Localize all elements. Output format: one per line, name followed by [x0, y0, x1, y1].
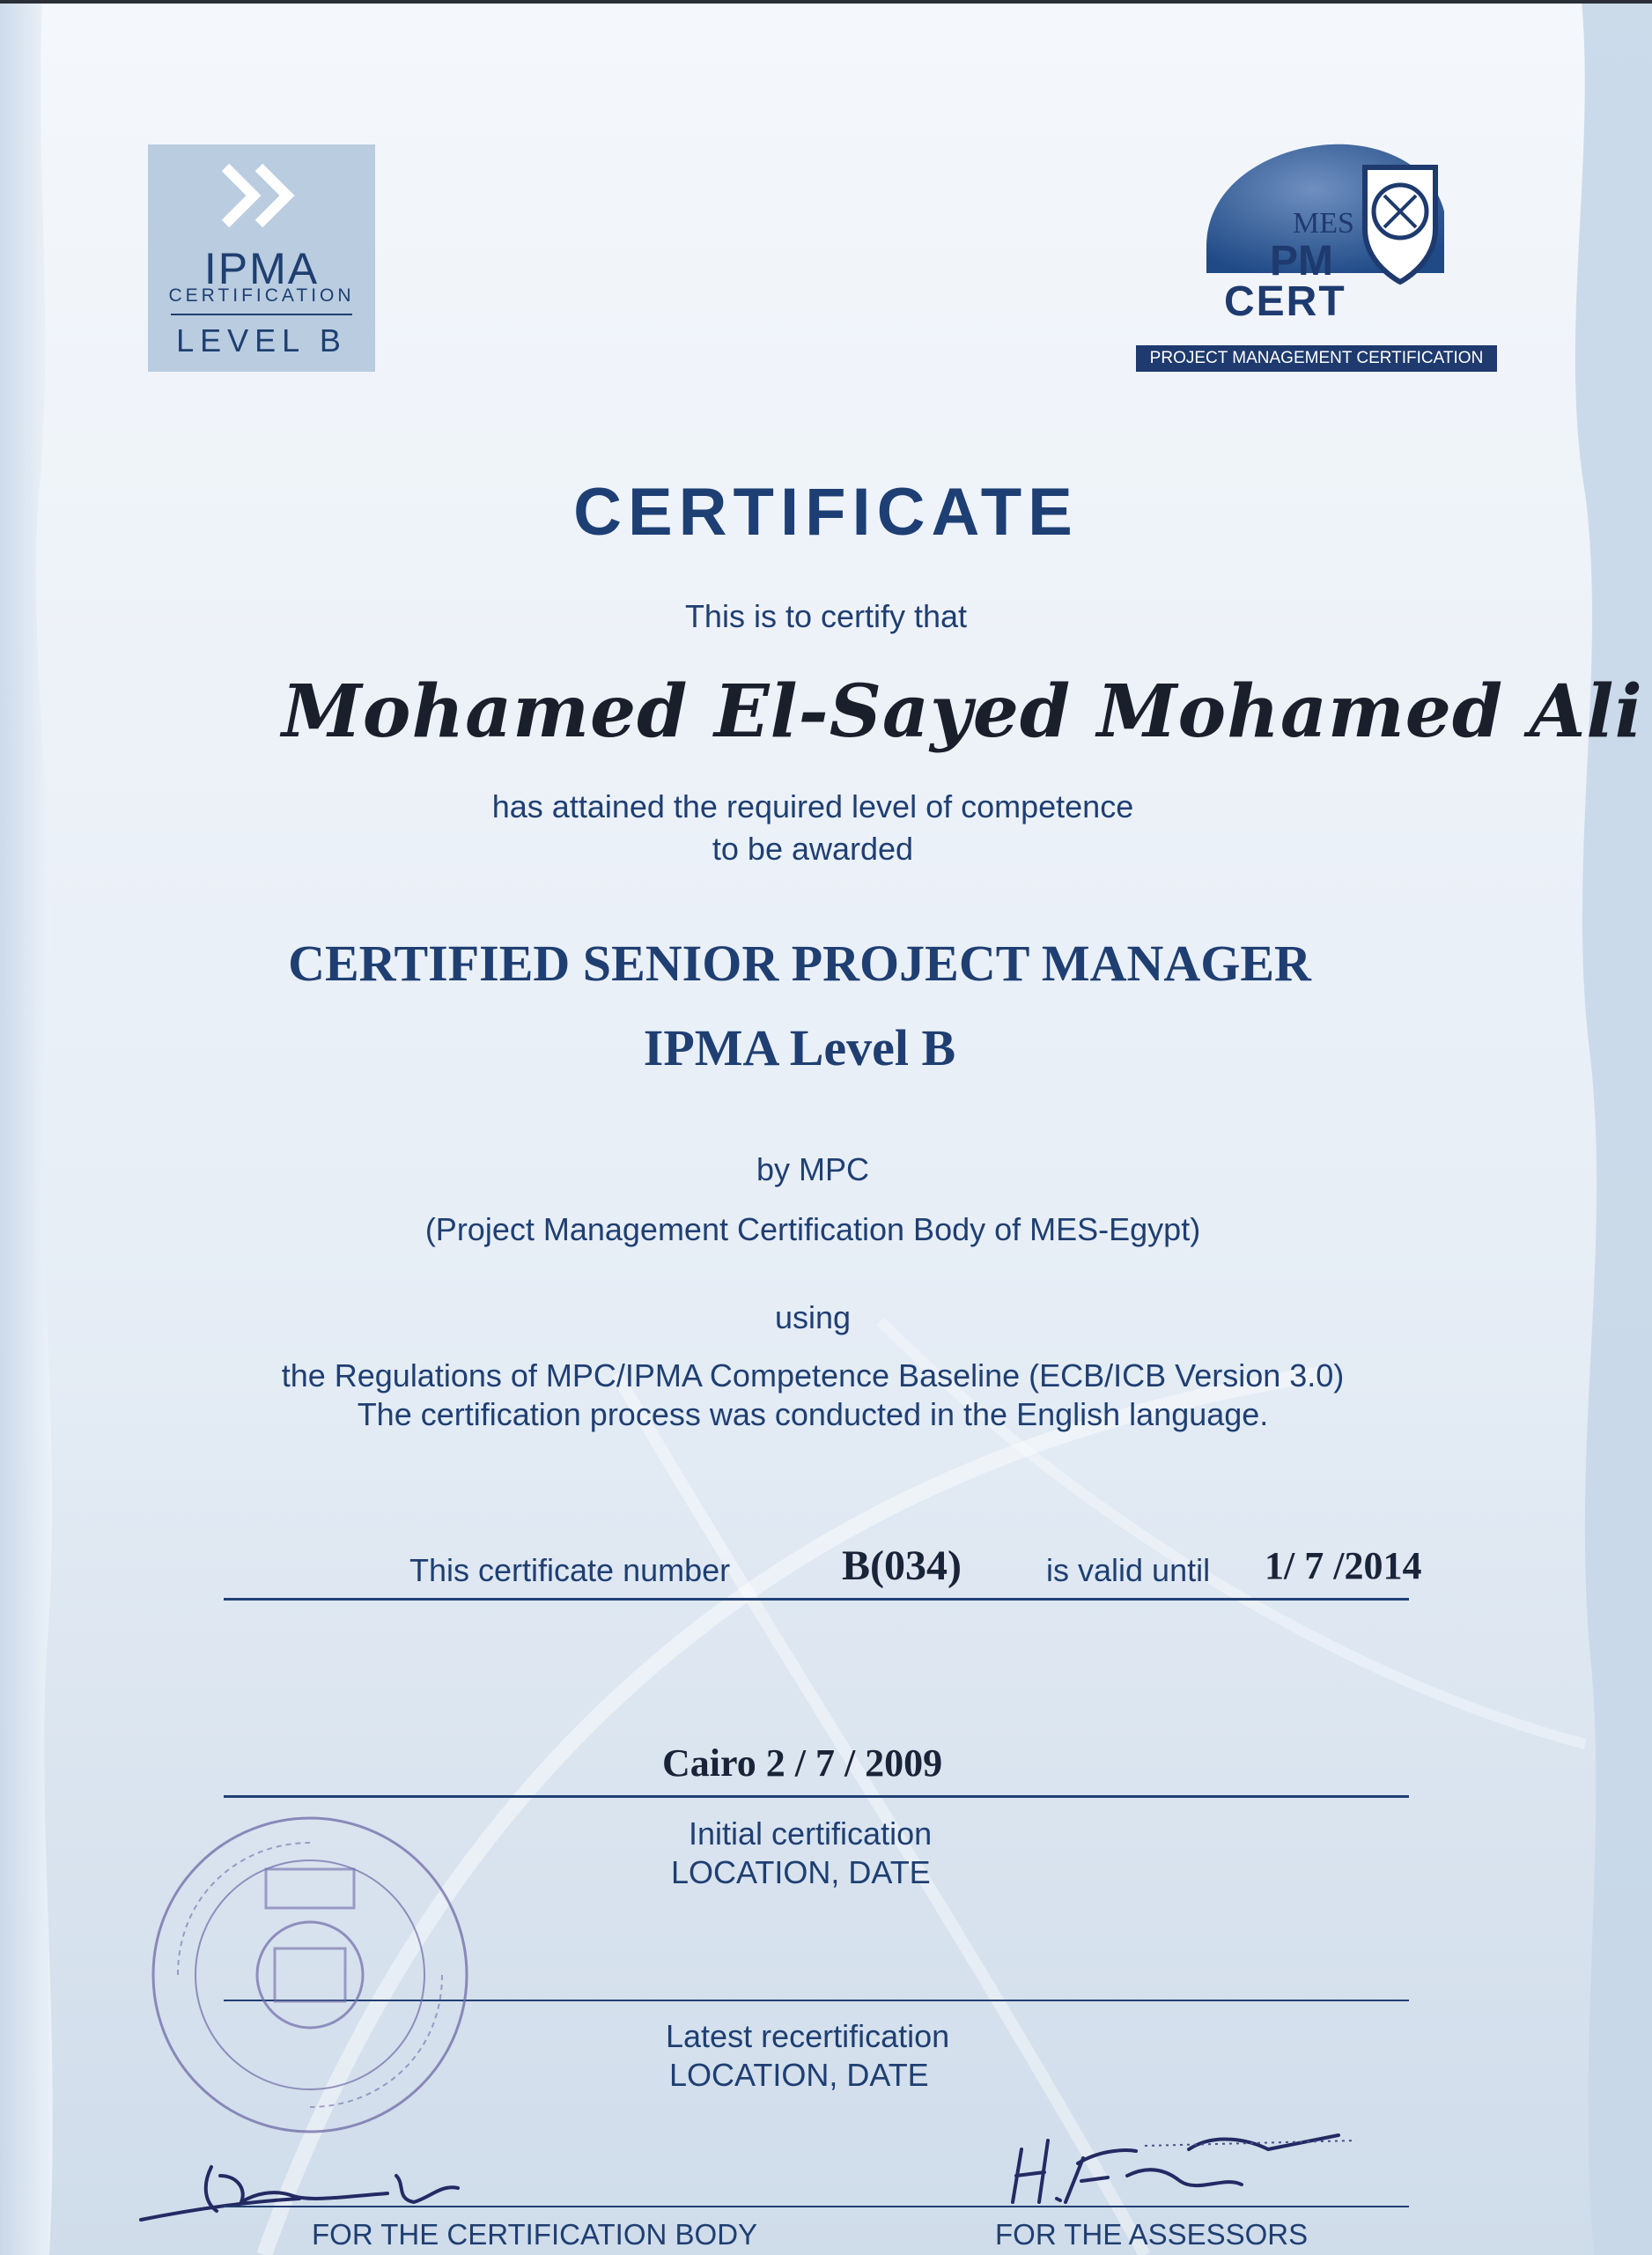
regulations-line-1: the Regulations of MPC/IPMA Competence Baseline (ECB/ICB Version 3.0): [281, 1357, 1345, 1394]
certificate-number-rule: [224, 1598, 1409, 1601]
certification-body-signature: [132, 2149, 502, 2229]
latest-recertification-label: Latest recertification: [666, 2018, 950, 2054]
valid-until-label: is valid until: [1046, 1552, 1211, 1588]
certification-body-signature-label: FOR THE CERTIFICATION BODY: [312, 2218, 758, 2251]
award-title: CERTIFIED SENIOR PROJECT MANAGER: [288, 935, 1311, 992]
certificate-title: CERTIFICATE: [573, 475, 1079, 550]
issued-by: by MPC: [756, 1151, 870, 1187]
valid-until-date: 1/ 7 /2014: [1265, 1544, 1422, 1587]
mes-logo-line3: CERT: [1224, 278, 1346, 325]
latest-location-date-label: LOCATION, DATE: [669, 2057, 929, 2093]
attained-line-2: to be awarded: [712, 831, 914, 867]
ipma-logo-certification: CERTIFICATION: [168, 285, 355, 306]
initial-location-date: Cairo 2 / 7 / 2009: [662, 1741, 943, 1785]
ipma-logo-divider: [171, 314, 352, 315]
top-edge-line: [0, 0, 1652, 4]
mes-logo-line1: MES: [1293, 207, 1354, 240]
initial-certification-label: Initial certification: [689, 1815, 933, 1852]
award-level: IPMA Level B: [643, 1019, 956, 1076]
official-stamp: [143, 1808, 477, 2142]
attained-line-1: has attained the required level of competence: [491, 788, 1134, 824]
ipma-logo-name: IPMA: [203, 244, 320, 293]
certify-intro: This is to certify that: [684, 598, 968, 634]
certification-body: (Project Management Certification Body of MES-Egypt): [424, 1211, 1201, 1247]
mes-pm-cert-logo: [1136, 141, 1497, 372]
ipma-logo: [148, 144, 375, 372]
mes-logo-line2: PM: [1270, 238, 1333, 285]
mes-logo-band: PROJECT MANAGEMENT CERTIFICATION: [1136, 345, 1497, 372]
recipient-name: Mohamed El-Sayed Mohamed Ali: [282, 669, 1643, 754]
using-label: using: [774, 1299, 852, 1335]
signature-rule: [224, 2206, 1409, 2207]
assessors-signature: [1004, 2114, 1374, 2220]
certificate-number-label: This certificate number: [409, 1552, 731, 1588]
initial-certification-rule: [224, 1795, 1409, 1798]
mes-emblem-graphic: [1136, 141, 1497, 345]
regulations-line-2: The certification process was conducted in the English language.: [357, 1396, 1269, 1432]
double-chevron-icon: [217, 160, 305, 231]
ipma-logo-level: LEVEL B: [176, 322, 347, 359]
certificate-number: B(034): [842, 1542, 962, 1589]
initial-location-date-label: LOCATION, DATE: [671, 1854, 931, 1890]
assessors-signature-label: FOR THE ASSESSORS: [995, 2218, 1309, 2251]
